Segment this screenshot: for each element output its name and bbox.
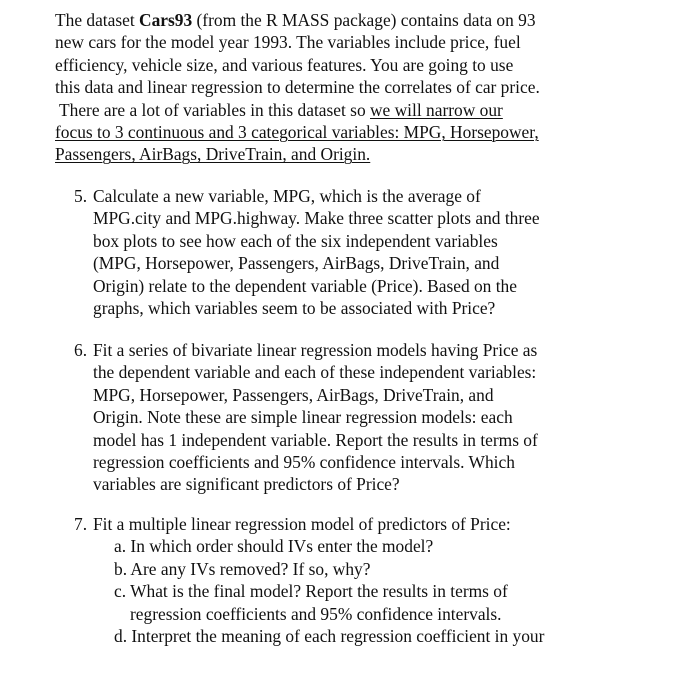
- intro-line-3: efficiency, vehicle size, and various features. You are going to use: [55, 54, 514, 75]
- question-line: the dependent variable and each of these independent variables:: [93, 362, 537, 383]
- question-5: [74, 185, 664, 319]
- question-line: (MPG, Horsepower, Passengers, AirBags, DriveTrain, and: [93, 253, 500, 274]
- intro-line-2: new cars for the model year 1993. The variables include price, fuel: [55, 32, 521, 53]
- intro-line-5: [55, 99, 645, 121]
- question-line: Origin. Note these are simple linear regression models: each: [93, 407, 513, 428]
- question-number: 5.: [74, 186, 88, 206]
- question-line: regression coefficients and 95% confidence intervals. Which: [93, 452, 515, 473]
- question-line: model has 1 independent variable. Report the results in terms of: [93, 429, 538, 450]
- intro-text: There are a lot of variables in this dataset so: [59, 99, 370, 120]
- intro-line-7: [55, 143, 645, 165]
- subquestion-c-continued: regression coefficients and 95% confidence intervals.: [130, 603, 502, 624]
- intro-line-1: [55, 9, 645, 31]
- question-line: variables are significant predictors of Price?: [93, 474, 400, 495]
- question-line: box plots to see how each of the six independent variables: [93, 230, 498, 251]
- subquestion-c: c. What is the final model? Report the results in terms of: [114, 581, 508, 602]
- question-line: Origin) relate to the dependent variable (Price). Based on the: [93, 275, 517, 296]
- question-6: [74, 339, 664, 496]
- question-line: MPG.city and MPG.highway. Make three scatter plots and three: [93, 208, 540, 229]
- subquestion-b: b. Are any IVs removed? If so, why?: [114, 558, 371, 579]
- question-7: [74, 513, 664, 647]
- underlined-text: focus to 3 continuous and 3 categorical variables: MPG, Horsepower,: [55, 122, 539, 143]
- intro-text: (from the R MASS package) contains data on 93: [192, 10, 536, 30]
- question-line: Fit a series of bivariate linear regression models having Price as: [93, 340, 538, 360]
- question-line: Calculate a new variable, MPG, which is the average of: [93, 186, 481, 206]
- question-line: graphs, which variables seem to be associated with Price?: [93, 298, 496, 319]
- intro-paragraph: [55, 9, 645, 166]
- intro-text: The dataset: [55, 10, 140, 30]
- question-line: Fit a multiple linear regression model of predictors of Price:: [93, 514, 511, 534]
- subquestion-d: d. Interpret the meaning of each regression coefficient in your: [114, 626, 545, 647]
- dataset-name: Cars93: [139, 10, 193, 30]
- underlined-text: we will narrow our: [370, 99, 503, 120]
- question-number: 7.: [74, 514, 88, 534]
- subquestion-a: a. In which order should IVs enter the model?: [114, 536, 434, 557]
- intro-line-6: [55, 121, 645, 143]
- question-line: MPG, Horsepower, Passengers, AirBags, DriveTrain, and: [93, 384, 494, 405]
- underlined-text: Passengers, AirBags, DriveTrain, and Origin.: [55, 144, 371, 165]
- intro-line-4: this data and linear regression to determine the correlates of car price.: [55, 77, 540, 98]
- question-number: 6.: [74, 340, 88, 360]
